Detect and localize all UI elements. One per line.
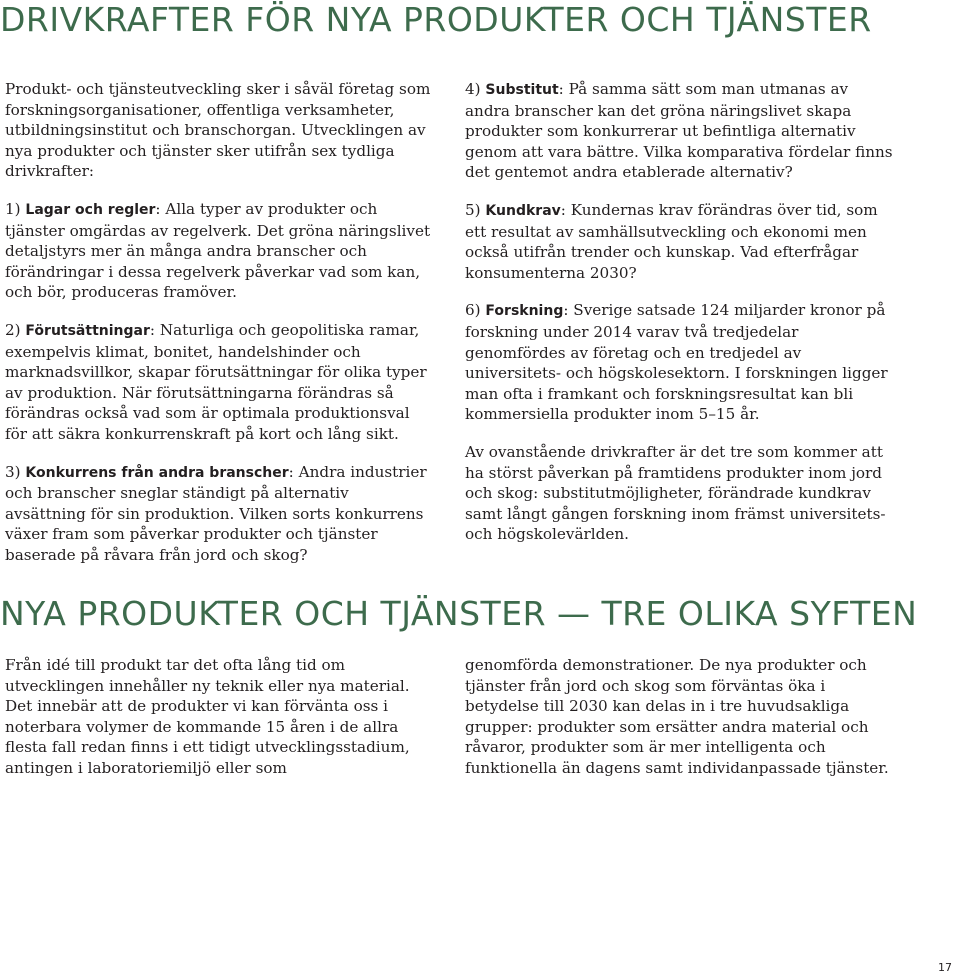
- item-number: 2): [5, 320, 21, 339]
- list-item-1: 1) Lagar och regler: Alla typer av produkter och tjänster omgärdas av regelverk. Det gröna näringslivet detaljstyrs mer än många andra branscher och förändringar i dessa regelverk påverkar vad som kan, och bör, produceras framöver.: [5, 199, 431, 302]
- list-item-2: 2) Förutsättningar: Naturliga och geopolitiska ramar, exempelvis klimat, bonitet, handelshinder och marknadsvillkor, skapar förutsättningar för olika typer av produktion. När förutsättningarna förändras så förändras också vad som är optimala produktionsval för att säkra konkurrenskraft på kort och lång sikt.: [5, 320, 427, 443]
- item-number: 6): [465, 301, 481, 320]
- body-paragraph: genomförda demonstrationer. De nya produkter och tjänster från jord och skog som förväntas öka i betydelse till 2030 kan delas in i tre huvudsakliga grupper: produkter som ersätter andra material och råvaror, produkter som är mer intelligenta och funktionella än dagens samt individanpassade tjänster.: [465, 656, 889, 777]
- text-column-left: [5, 79, 433, 582]
- summary-paragraph: Av ovanstående drivkrafter är det tre som kommer att ha störst påverkan på framtidens produkter inom jord och skog: substitutmöjligheter, förändrade kundkrav samt långt gången forskning inom främst universitets- och högskolevärlden.: [465, 442, 886, 544]
- item-text: Andra industrier och branscher sneglar ständigt på alternativ avsättning för sin produktion. Vilken sorts konkurrens växer fram som påverkar produkter och tjänster baserade på råvara från jord och skog?: [5, 462, 427, 564]
- text-column-right: [465, 79, 897, 562]
- item-text: Alla typer av produkter och tjänster omgärdas av regelverk. Det gröna näringslivet detaljstyrs mer än många andra branscher och förändringar i dessa regelverk påverkar vad som kan, och bör, produceras framöver.: [5, 199, 431, 302]
- item-text: Kundernas krav förändras över tid, som ett resultat av samhällsutveckling och ekonomi men också utifrån trender och kunskap. Vad efterfrågar konsumenterna 2030?: [465, 200, 878, 282]
- list-item-4: 4) Substitut: På samma sätt som man utmanas av andra branscher kan det gröna näringslivet skapa produkter som konkurrerar ut befintliga alternativ genom att vara bättre. Vilka komparativa fördelar finns det gentemot andra etablerade alternativ?: [465, 80, 893, 182]
- section-heading-drivkrafter: DRIVKRAFTER FÖR NYA PRODUKTER OCH TJÄNSTER: [0, 0, 872, 39]
- item-number: 1): [5, 199, 21, 218]
- item-text: På samma sätt som man utmanas av andra branscher kan det gröna näringslivet skapa produkter som konkurrerar ut befintliga alternativ genom att vara bättre. Vilka komparativa fördelar finns det gentemot andra etablerade alternativ?: [465, 80, 893, 182]
- item-term: Konkurrens från andra branscher: [25, 464, 289, 481]
- list-item-3: 3) Konkurrens från andra branscher: Andra industrier och branscher sneglar ständigt på alternativ avsättning för sin produktion. Vilken sorts konkurrens växer fram som påverkar produkter och tjänster baserade på råvara från jord och skog?: [5, 462, 427, 564]
- item-number: 4): [465, 80, 481, 98]
- body-paragraph: Från idé till produkt tar det ofta lång tid om utvecklingen innehåller ny teknik eller nya material. Det innebär att de produkter vi kan förvänta oss i noterbara volymer de kommande 15 åren i de allra flesta fall redan finns i ett tidigt utvecklingsstadium, antingen i laboratoriemiljö eller som: [5, 656, 410, 777]
- item-text: Sverige satsade 124 miljarder kronor på forskning under 2014 varav två tredjedelar genomfördes av företag och en tredjedel av universitets- och högskolesektorn. I forskningen ligger man ofta i framkant och forskningsresultat kan bli kommersiella produkter inom 5–15 år.: [465, 301, 888, 424]
- item-number: 5): [465, 200, 481, 219]
- text-column-right-lower: [465, 655, 897, 796]
- text-column-left-lower: [5, 655, 433, 796]
- item-text: Naturliga och geopolitiska ramar, exempelvis klimat, bonitet, handelshinder och marknadsvillkor, skapar förutsättningar för olika typer av produktion. När förutsättningarna förändras så förändras också vad som är optimala produktionsval för att säkra konkurrenskraft på kort och lång sikt.: [5, 320, 427, 443]
- item-term: Lagar och regler: [25, 201, 156, 218]
- section-heading-nya-produkter: NYA PRODUKTER OCH TJÄNSTER — TRE OLIKA SYFTEN: [0, 594, 918, 633]
- item-term: Kundkrav: [485, 202, 561, 219]
- list-item-6: 6) Forskning: Sverige satsade 124 miljarder kronor på forskning under 2014 varav två tredjedelar genomfördes av företag och en tredjedel av universitets- och högskolesektorn. I forskningen ligger man ofta i framkant och forskningsresultat kan bli kommersiella produkter inom 5–15 år.: [465, 301, 888, 424]
- page-number: 17: [938, 961, 952, 974]
- intro-paragraph: Produkt- och tjänsteutveckling sker i såväl företag som forskningsorganisationer, offentliga verksamheter, utbildningsinstitut och branschorgan. Utvecklingen av nya produkter och tjänster sker utifrån sex tydliga drivkrafter:: [5, 80, 431, 181]
- item-term: Förutsättningar: [25, 322, 150, 339]
- list-item-5: 5) Kundkrav: Kundernas krav förändras över tid, som ett resultat av samhällsutveckling och ekonomi men också utifrån trender och kunskap. Vad efterfrågar konsumenterna 2030?: [465, 200, 878, 282]
- item-term: Substitut: [485, 82, 559, 98]
- item-number: 3): [5, 462, 21, 481]
- item-term: Forskning: [485, 303, 564, 320]
